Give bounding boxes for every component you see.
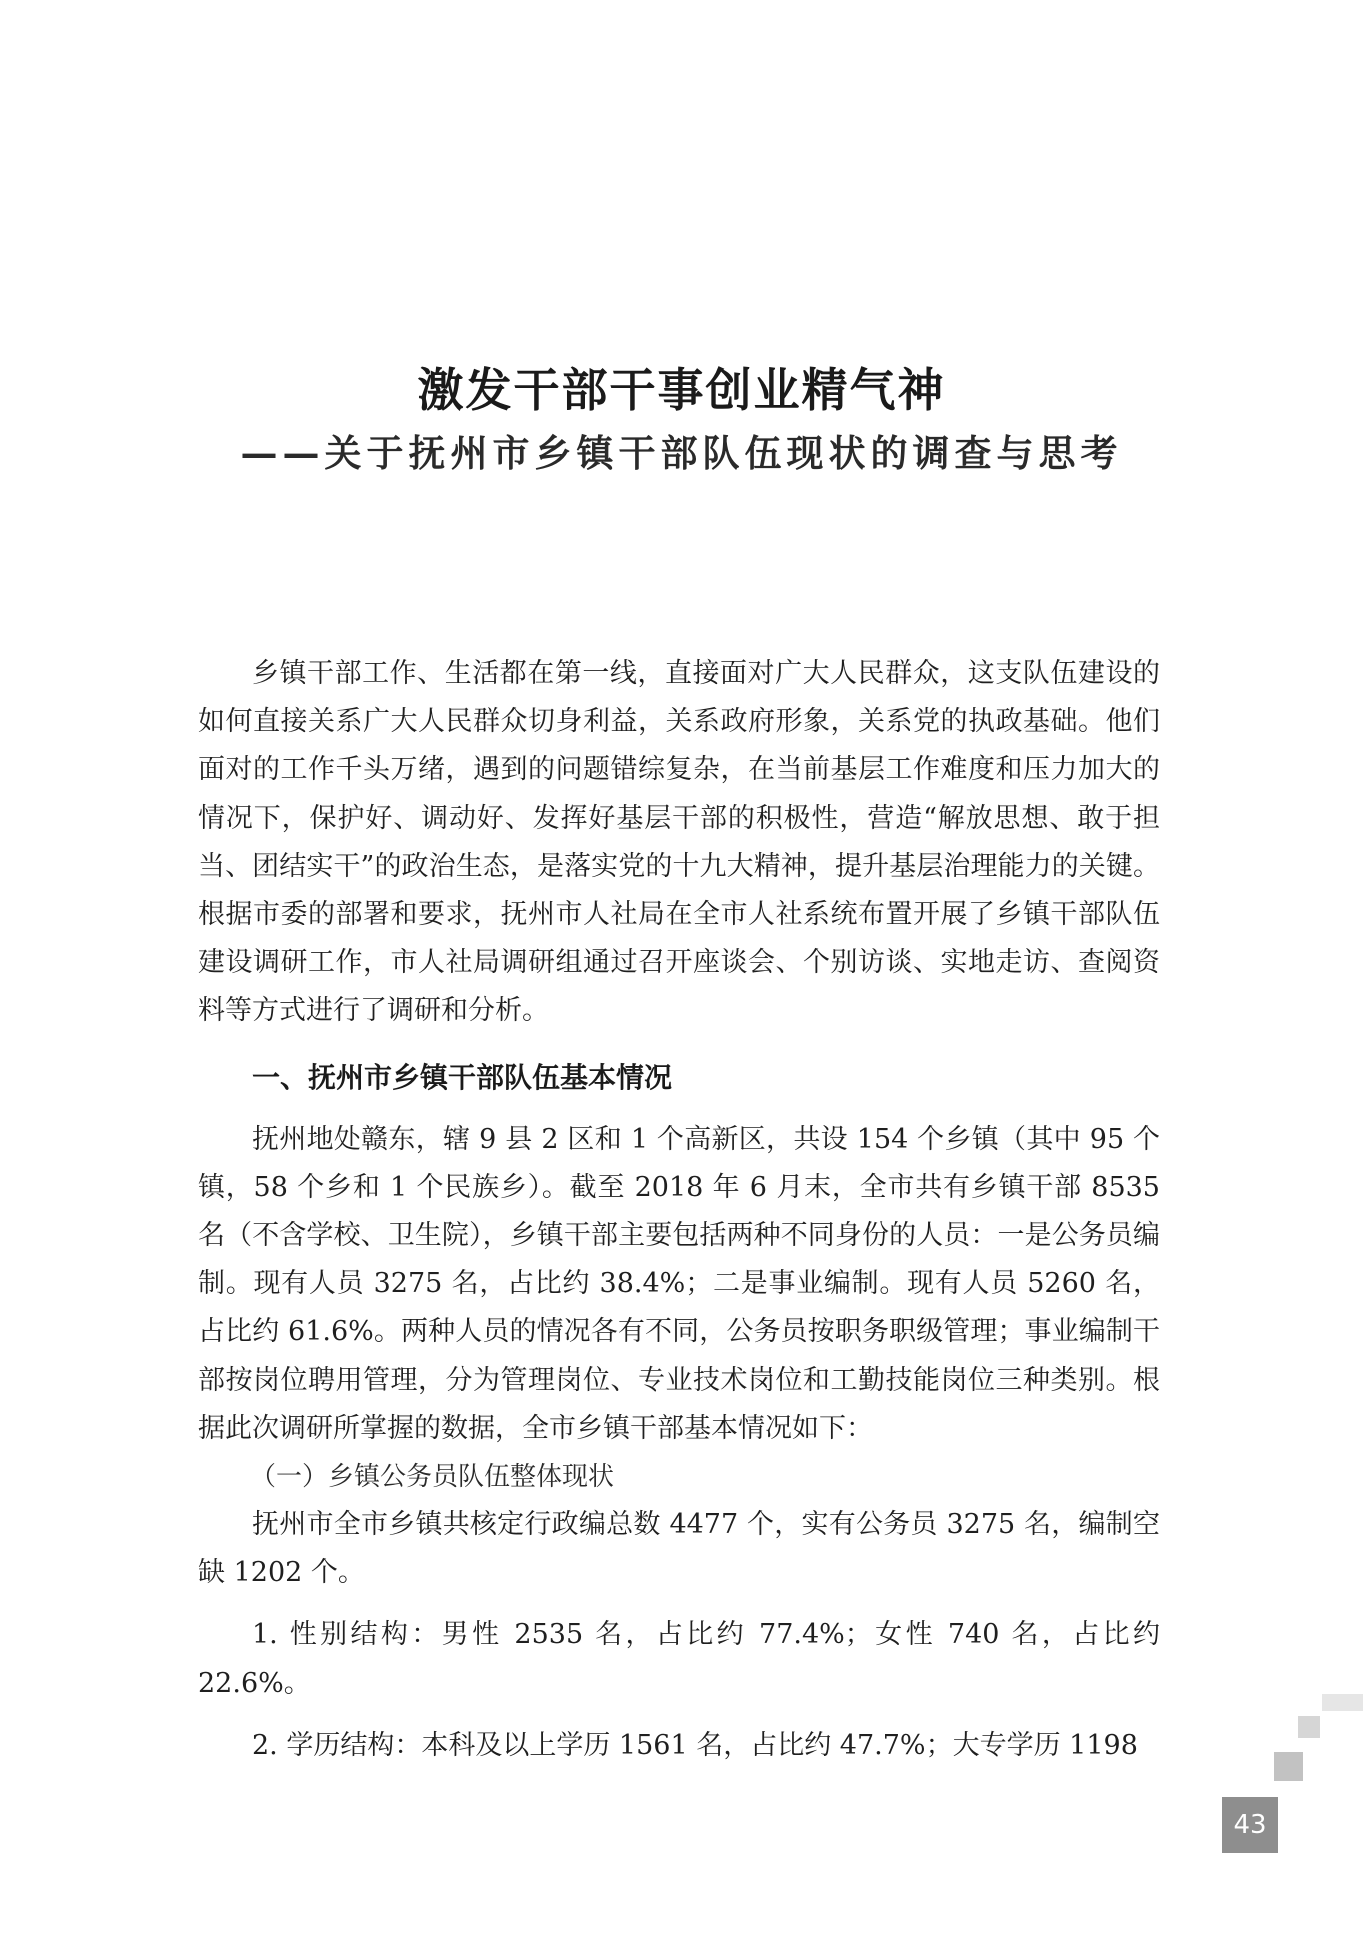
decorative-square-medium: [1298, 1716, 1320, 1738]
subsection-1-paragraph: 抚州市全市乡镇共核定行政编总数 4477 个，实有公务员 3275 名，编制空缺 1202 个。: [198, 1509, 1160, 1589]
decorative-square-light: [1322, 1694, 1363, 1711]
article-body: [198, 650, 1160, 1770]
list-item-gender: 1. 性别结构：男性 2535 名，占比约 77.4%；女性 740 名，占比约 22.6%。: [198, 1619, 1160, 1699]
subtitle: ——关于抚州市乡镇干部队伍现状的调查与思考: [240, 431, 1123, 475]
intro-paragraph: 乡镇干部工作、生活都在第一线，直接面对广大人民群众，这支队伍建设的如何直接关系广大人民群众切身利益，关系政府形象，关系党的执政基础。他们面对的工作千头万绪，遇到的问题错综复杂，在当前基层工作难度和压力加大的情况下，保护好、调动好、发挥好基层干部的积极性，营造“解放思想、敢于担当、团结实干”的政治生态，是落实党的十九大精神，提升基层治理能力的关键。根据市委的部署和要求，抚州市人社局在全市人社系统布置开展了乡镇干部队伍建设调研工作，市人社局调研组通过召开座谈会、个别访谈、实地走访、查阅资料等方式进行了调研和分析。: [198, 658, 1160, 1027]
page-number: 43: [1222, 1797, 1278, 1853]
section-1-paragraph: 抚州地处赣东，辖 9 县 2 区和 1 个高新区，共设 154 个乡镇（其中 95 个镇，58 个乡和 1 个民族乡）。截至 2018 年 6 月末，全市共有乡镇干部 8535 名（不含学校、卫生院），乡镇干部主要包括两种不同身份的人员：一是公务员编制。现有人员 3275 名，占比约 38.4%；二是事业编制。现有人员 5260 名，占比约 61.6%。两种人员的情况各有不同，公务员按职务职级管理；事业编制干部按岗位聘用管理，分为管理岗位、专业技术岗位和工勤技能岗位三种类别。根据此次调研所掌握的数据，全市乡镇干部基本情况如下：: [198, 1123, 1160, 1444]
list-item-education: 2. 学历结构：本科及以上学历 1561 名，占比约 47.7%；大专学历 1198: [252, 1729, 1138, 1761]
decorative-square-dark: [1274, 1752, 1303, 1781]
title-block: [0, 360, 1363, 478]
main-title: 激发干部干事创业精气神: [417, 363, 946, 417]
subsection-heading-1: （一）乡镇公务员队伍整体现状: [250, 1462, 615, 1493]
section-heading-1: 一、抚州市乡镇干部队伍基本情况: [252, 1060, 673, 1094]
